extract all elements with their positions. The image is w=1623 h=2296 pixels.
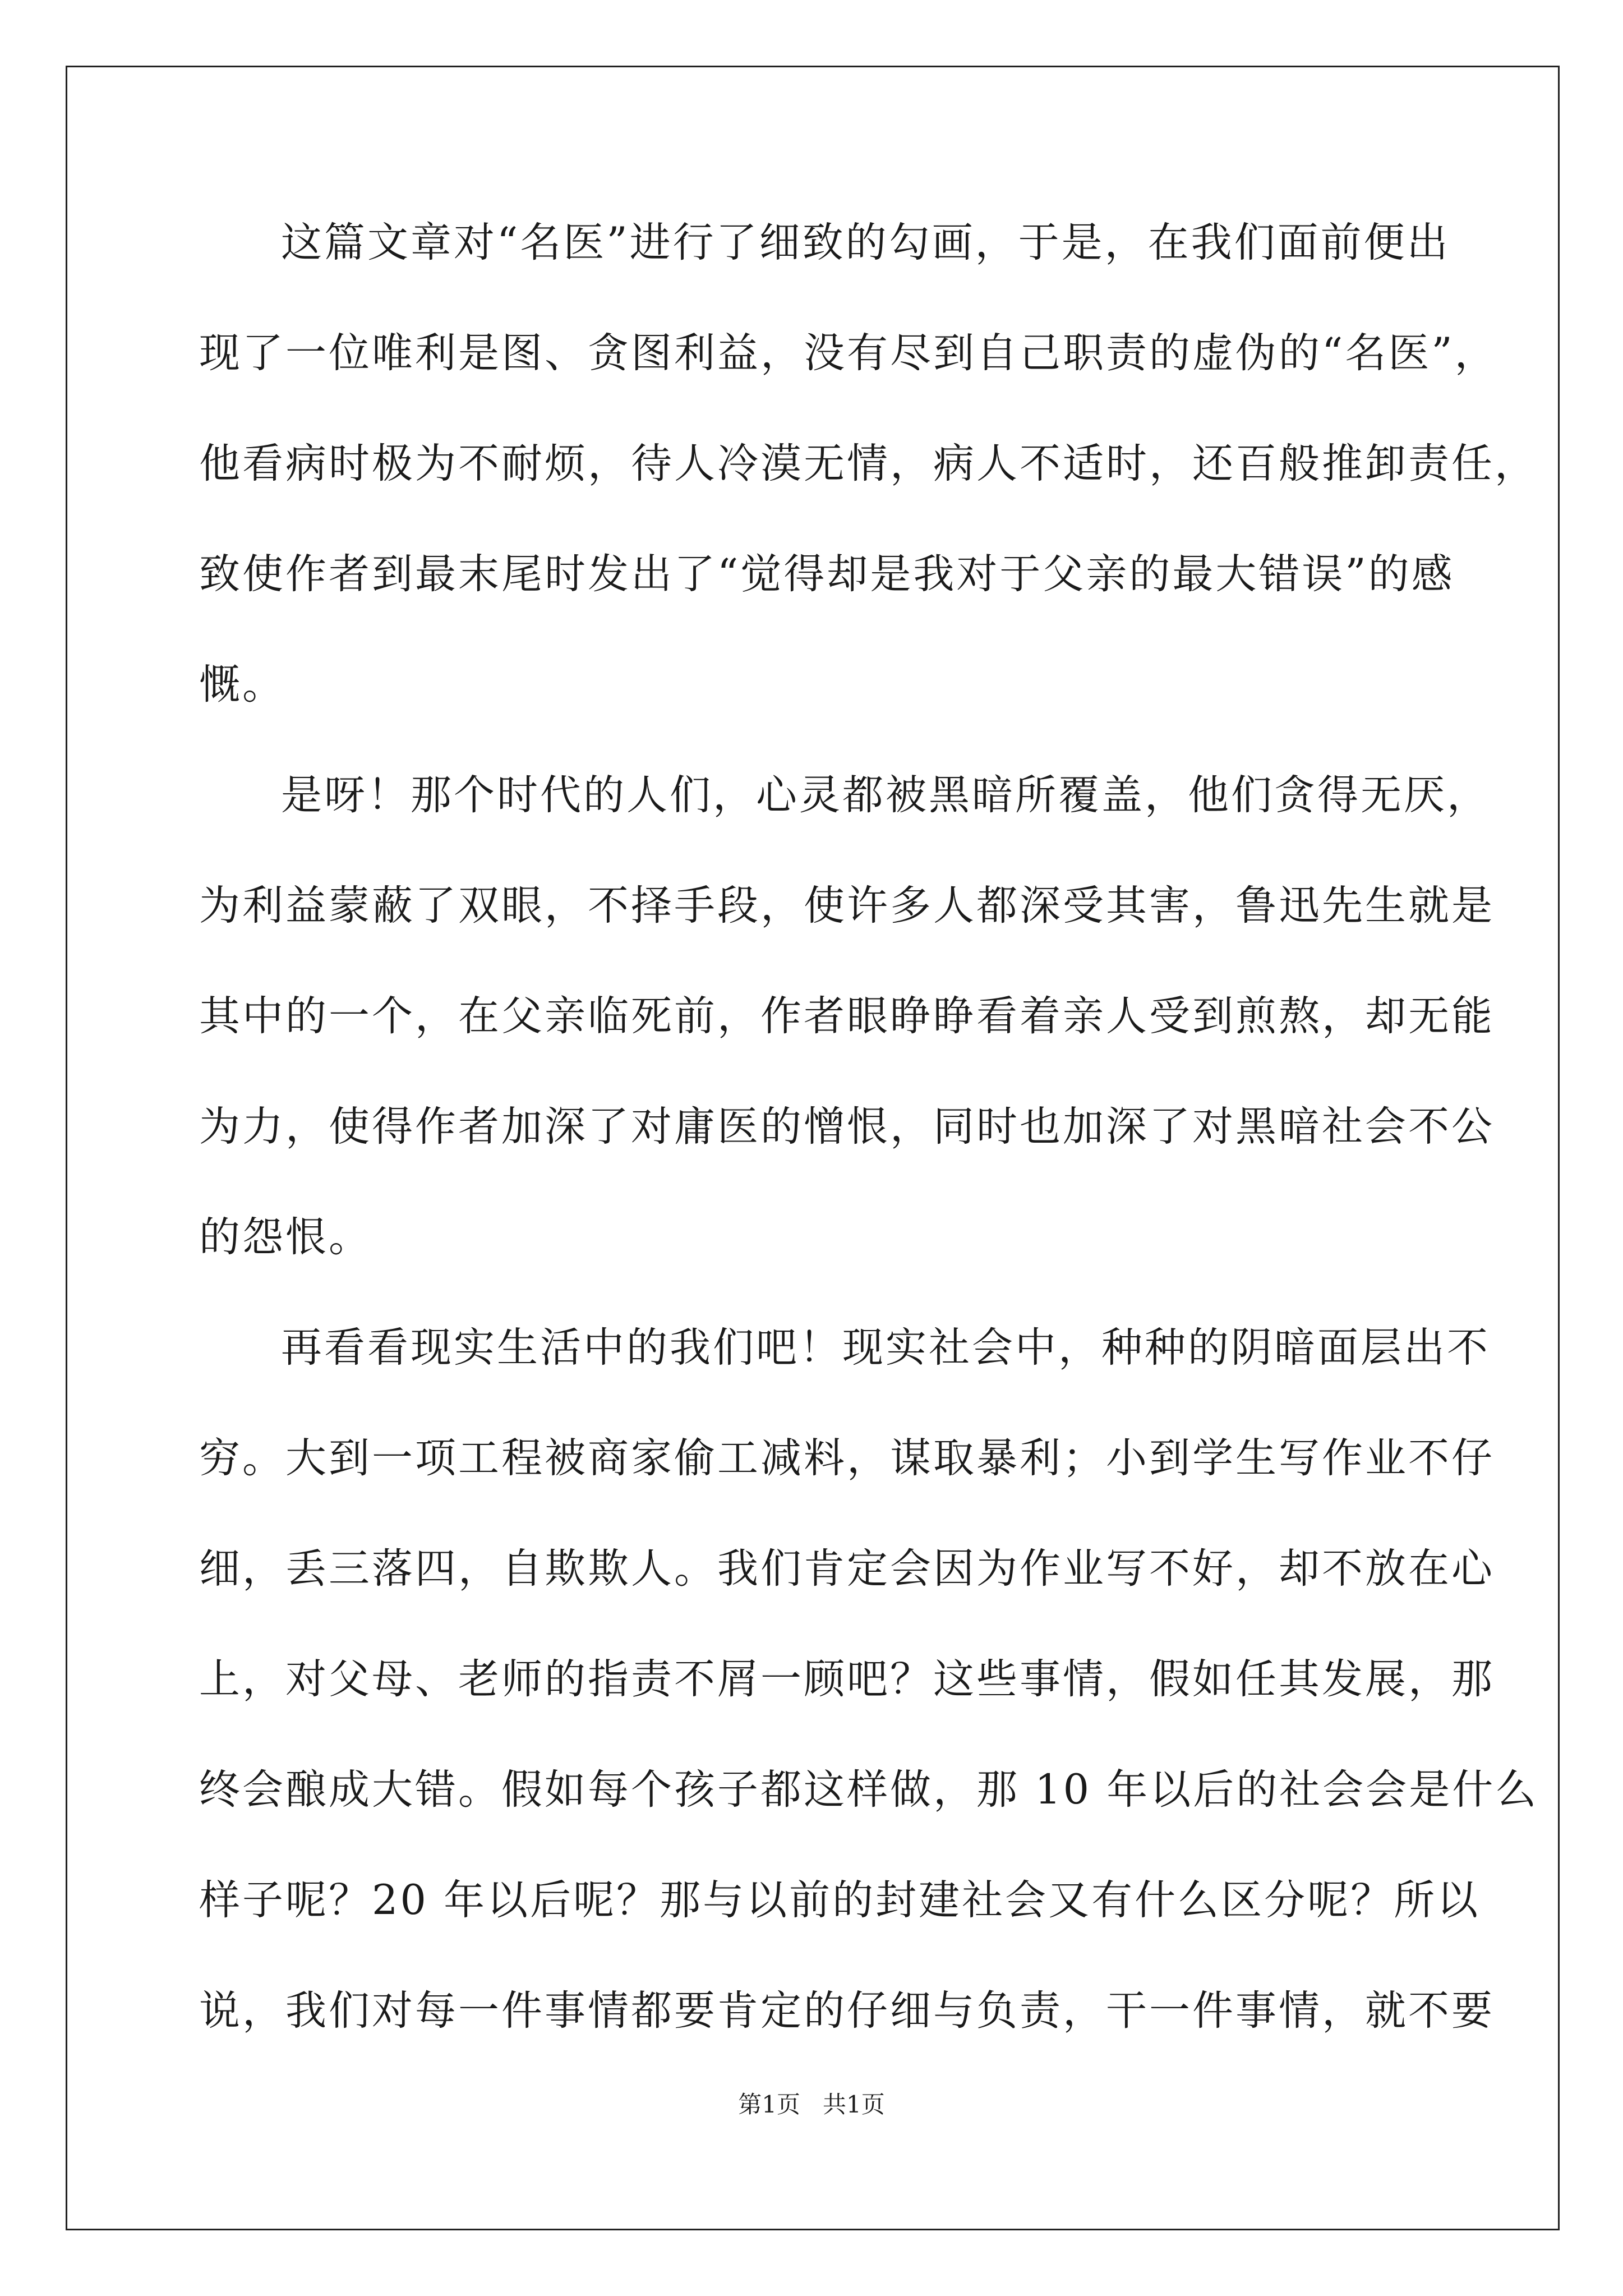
paragraph-1-line-5: 慨。 bbox=[199, 661, 285, 708]
paragraph-3-line-5: 终会酿成大错。假如每个孩子都这样做，那 10 年以后的社会会是什么 bbox=[199, 1766, 1539, 1814]
paragraph-2-line-3: 其中的一个，在父亲临死前，作者眼睁睁看着亲人受到煎熬，却无能 bbox=[199, 992, 1495, 1040]
paragraph-1-line-2: 现了一位唯利是图、贪图利益，没有尽到自己职责的虚伪的“名医”， bbox=[199, 329, 1498, 377]
paragraph-2-line-4: 为力，使得作者加深了对庸医的憎恨，同时也加深了对黑暗社会不公 bbox=[199, 1103, 1495, 1151]
paragraph-2-line-1: 是呀！那个时代的人们，心灵都被黑暗所覆盖，他们贪得无厌， bbox=[281, 771, 1490, 819]
paragraph-3-line-7: 说，我们对每一件事情都要肯定的仔细与负责，干一件事情，就不要 bbox=[199, 1987, 1495, 2035]
paragraph-1-line-1: 这篇文章对“名医”进行了细致的勾画，于是，在我们面前便出 bbox=[281, 219, 1450, 266]
page-number-footer: 第1页 共1页 bbox=[738, 2091, 885, 2118]
paragraph-2-line-2: 为利益蒙蔽了双眼，不择手段，使许多人都深受其害，鲁迅先生就是 bbox=[199, 882, 1495, 930]
paragraph-3-line-1: 再看看现实生活中的我们吧！现实社会中，种种的阴暗面层出不 bbox=[281, 1324, 1490, 1372]
paragraph-3-line-4: 上，对父母、老师的指责不屑一顾吧？这些事情，假如任其发展，那 bbox=[199, 1655, 1495, 1703]
paragraph-2-line-5: 的怨恨。 bbox=[199, 1213, 372, 1261]
document-body bbox=[199, 216, 1539, 2095]
paragraph-3-line-3: 细，丢三落四，自欺欺人。我们肯定会因为作业写不好，却不放在心 bbox=[199, 1545, 1495, 1593]
paragraph-3-line-6: 样子呢？20 年以后呢？那与以前的封建社会又有什么区分呢？所以 bbox=[199, 1876, 1481, 1924]
paragraph-3-line-2: 穷。大到一项工程被商家偷工减料，谋取暴利；小到学生写作业不仔 bbox=[199, 1434, 1495, 1482]
paragraph-1-line-3: 他看病时极为不耐烦，待人冷漠无情，病人不适时，还百般推卸责任， bbox=[199, 440, 1538, 487]
paragraph-1-line-4: 致使作者到最末尾时发出了“觉得却是我对于父亲的最大错误”的感 bbox=[199, 550, 1455, 598]
